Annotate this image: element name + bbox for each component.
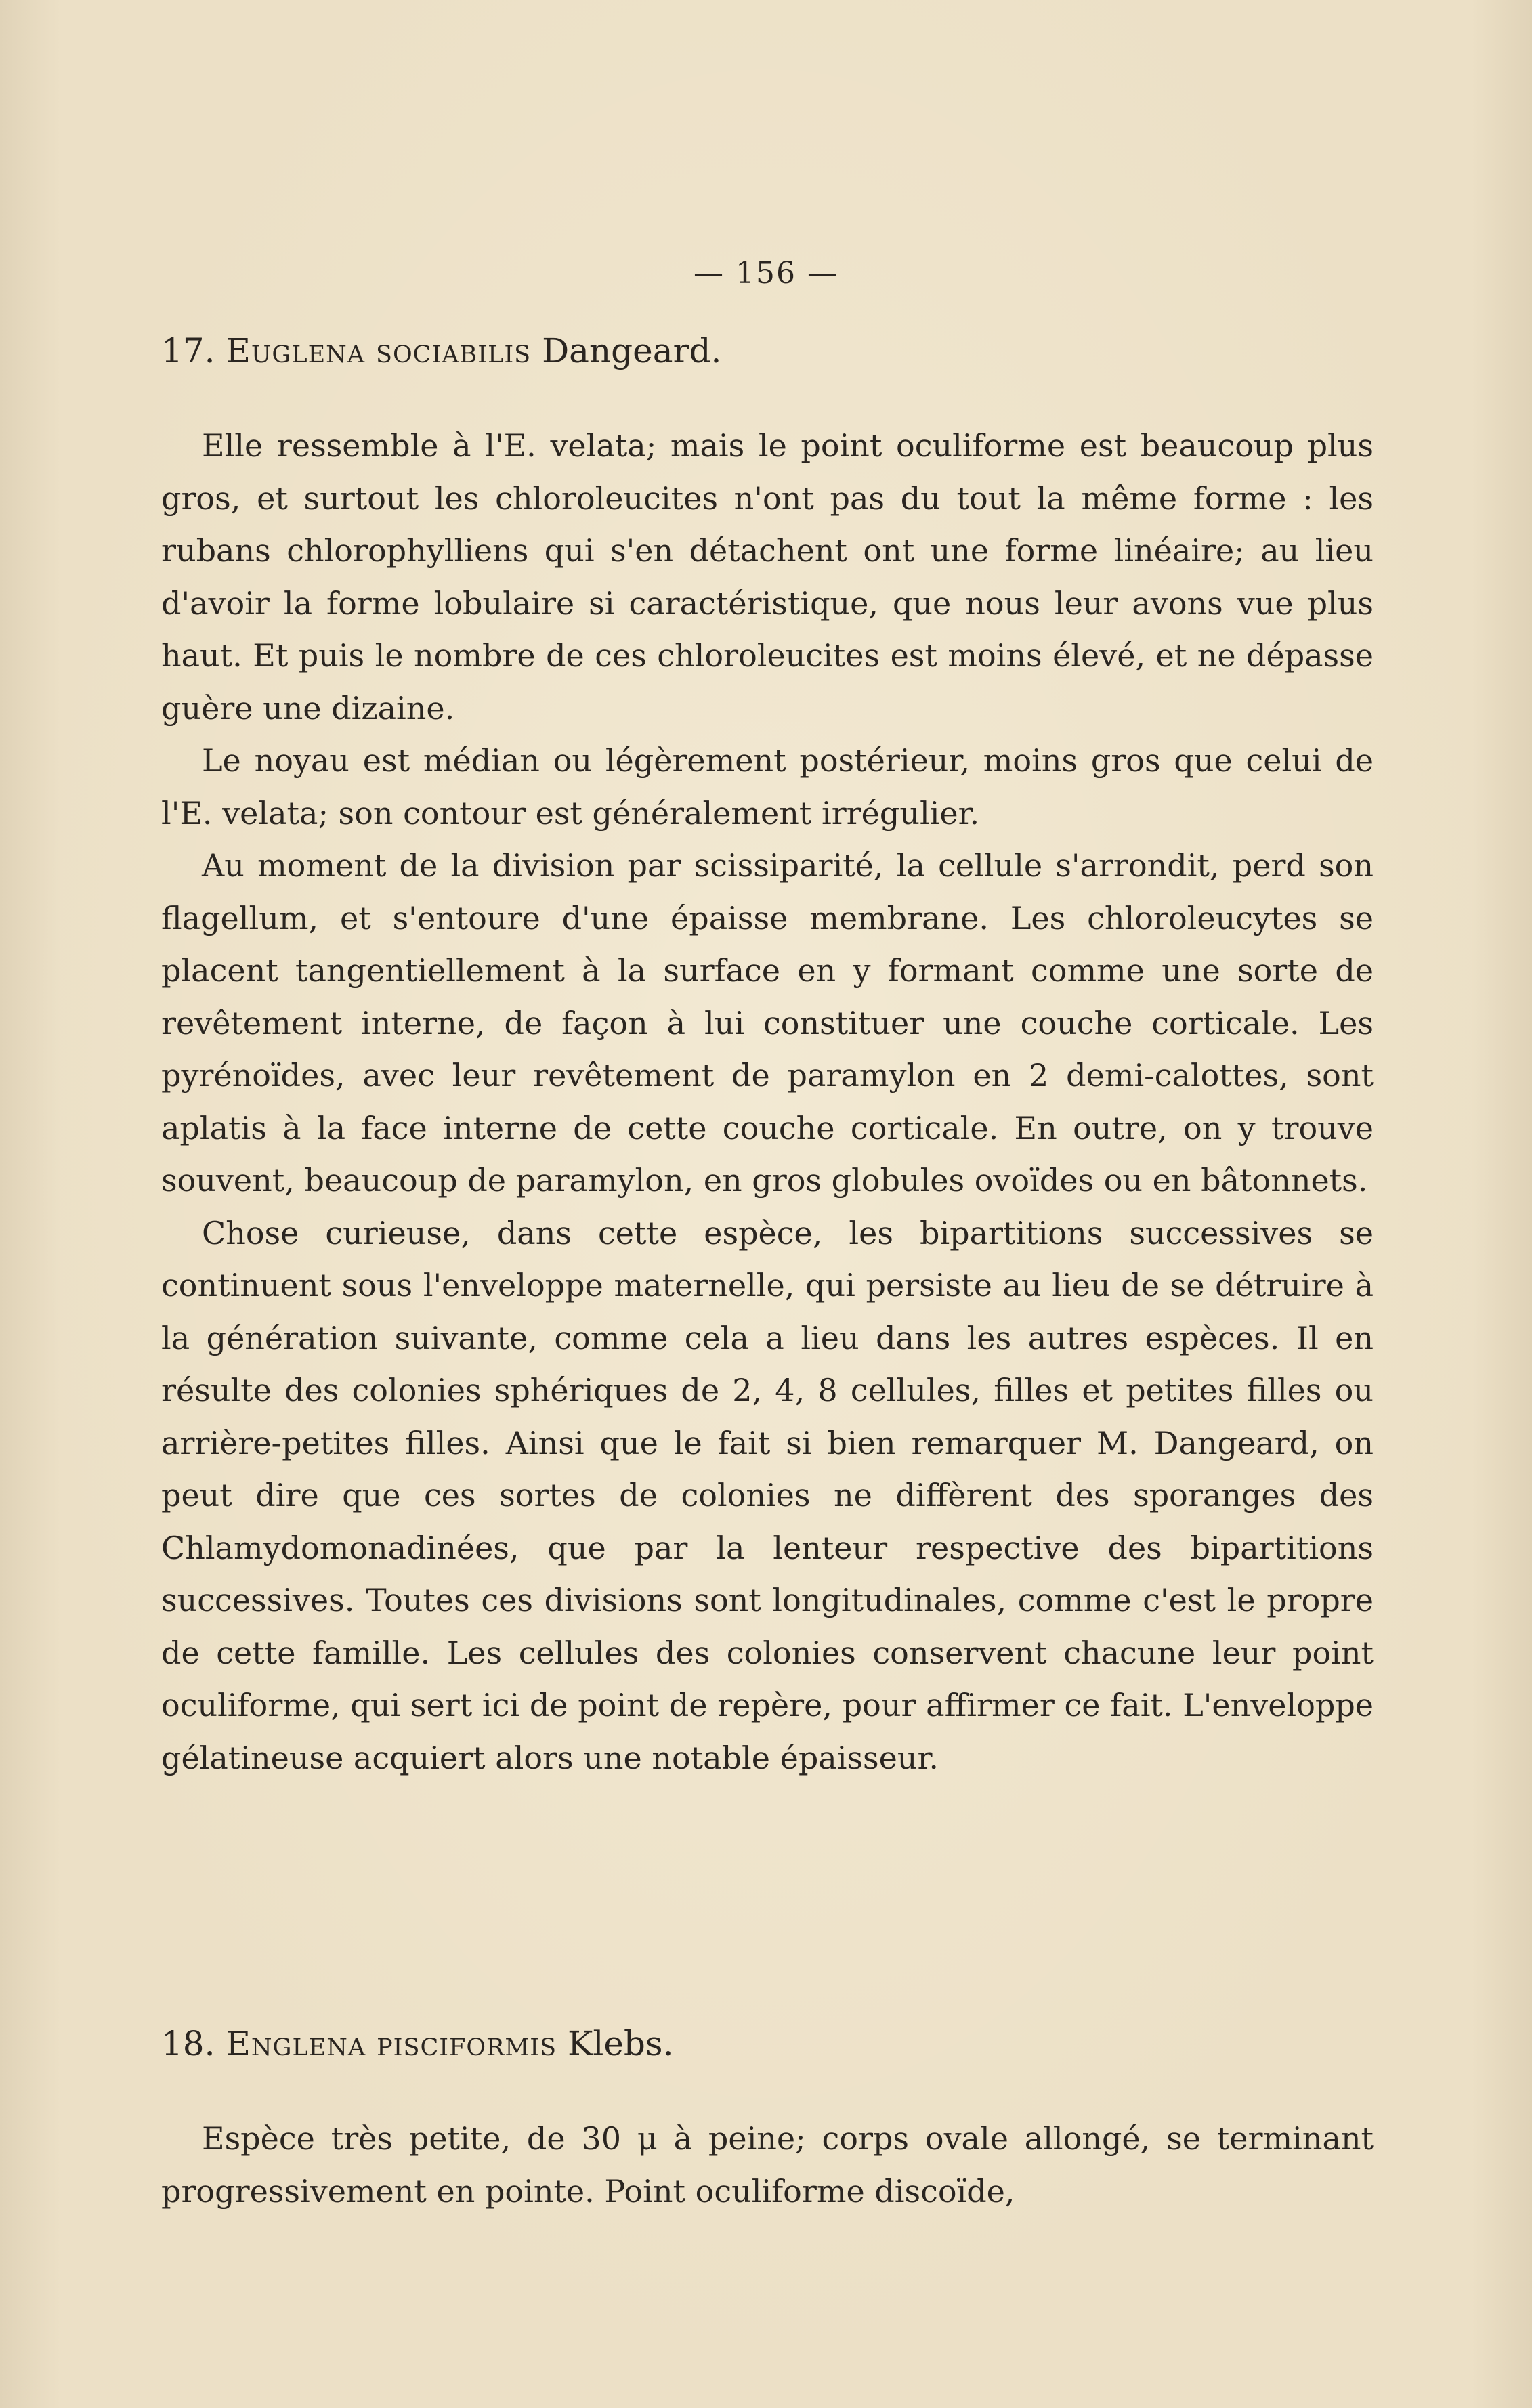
- section-17: [161, 324, 1374, 1784]
- genus-name: Englena: [226, 2024, 366, 2063]
- section-number: 17.: [161, 331, 215, 370]
- genus-name: Euglena: [226, 331, 366, 370]
- paragraph: Au moment de la division par scissiparité, la cellule s'arrondit, perd son flagellum, et s'entoure d'une épaisse membrane. Les chloroleucytes se placent tangentiellement à la surface en y formant comme une sorte de revêtement interne, de façon à lui constituer une couche corticale. Les pyrénoïdes, avec leur revêtement de paramylon en 2 demi-calottes, sont aplatis à la face interne de cette couche corticale. En outre, on y trouve souvent, beaucoup de paramylon, en gros globules ovoïdes ou en bâtonnets.: [161, 847, 1374, 1199]
- species-name: sociabilis: [376, 331, 532, 370]
- author-name: Dangeard.: [542, 331, 722, 370]
- section-18: [161, 2017, 1374, 2218]
- section-heading-17: [161, 324, 1374, 378]
- page-number: — 156 —: [694, 256, 838, 291]
- paragraph: Elle ressemble à l'E. velata; mais le point oculiforme est beaucoup plus gros, et surtout les chloroleucites n'ont pas du tout la même forme : les rubans chlorophylliens qui s'en détachent ont une forme linéaire; au lieu d'avoir la forme lobulaire si caractéristique, que nous leur avons vue plus haut. Et puis le nombre de ces chloroleucites est moins élevé, et ne dépasse guère une dizaine.: [161, 427, 1374, 727]
- species-name: pisciformis: [377, 2024, 557, 2063]
- section-heading-18: [161, 2017, 1374, 2071]
- paragraph: Espèce très petite, de 30 μ à peine; corps ovale allongé, se terminant progressivement en pointe. Point oculiforme discoïde,: [161, 2120, 1374, 2210]
- paragraph: Le noyau est médian ou légèrement postérieur, moins gros que celui de l'E. velata; son contour est généralement irrégulier.: [161, 742, 1374, 832]
- author-name: Klebs.: [567, 2024, 674, 2063]
- section-number: 18.: [161, 2024, 215, 2063]
- paragraph: Chose curieuse, dans cette espèce, les bipartitions successives se continuent sous l'enveloppe maternelle, qui persiste au lieu de se détruire à la génération suivante, comme cela a lieu dans les autres espèces. Il en résulte des colonies sphériques de 2, 4, 8 cellules, filles et petites filles ou arrière-petites filles. Ainsi que le fait si bien remarquer M. Dangeard, on peut dire que ces sortes de colonies ne diffèrent des sporanges des Chlamydomonadinées, que par la lenteur respective des bipartitions successives. Toutes ces divisions sont longitudinales, comme c'est le propre de cette famille. Les cellules des colonies conservent chacune leur point oculiforme, qui sert ici de point de repère, pour affirmer ce fait. L'enveloppe gélatineuse acquiert alors une notable épaisseur.: [161, 1214, 1374, 1776]
